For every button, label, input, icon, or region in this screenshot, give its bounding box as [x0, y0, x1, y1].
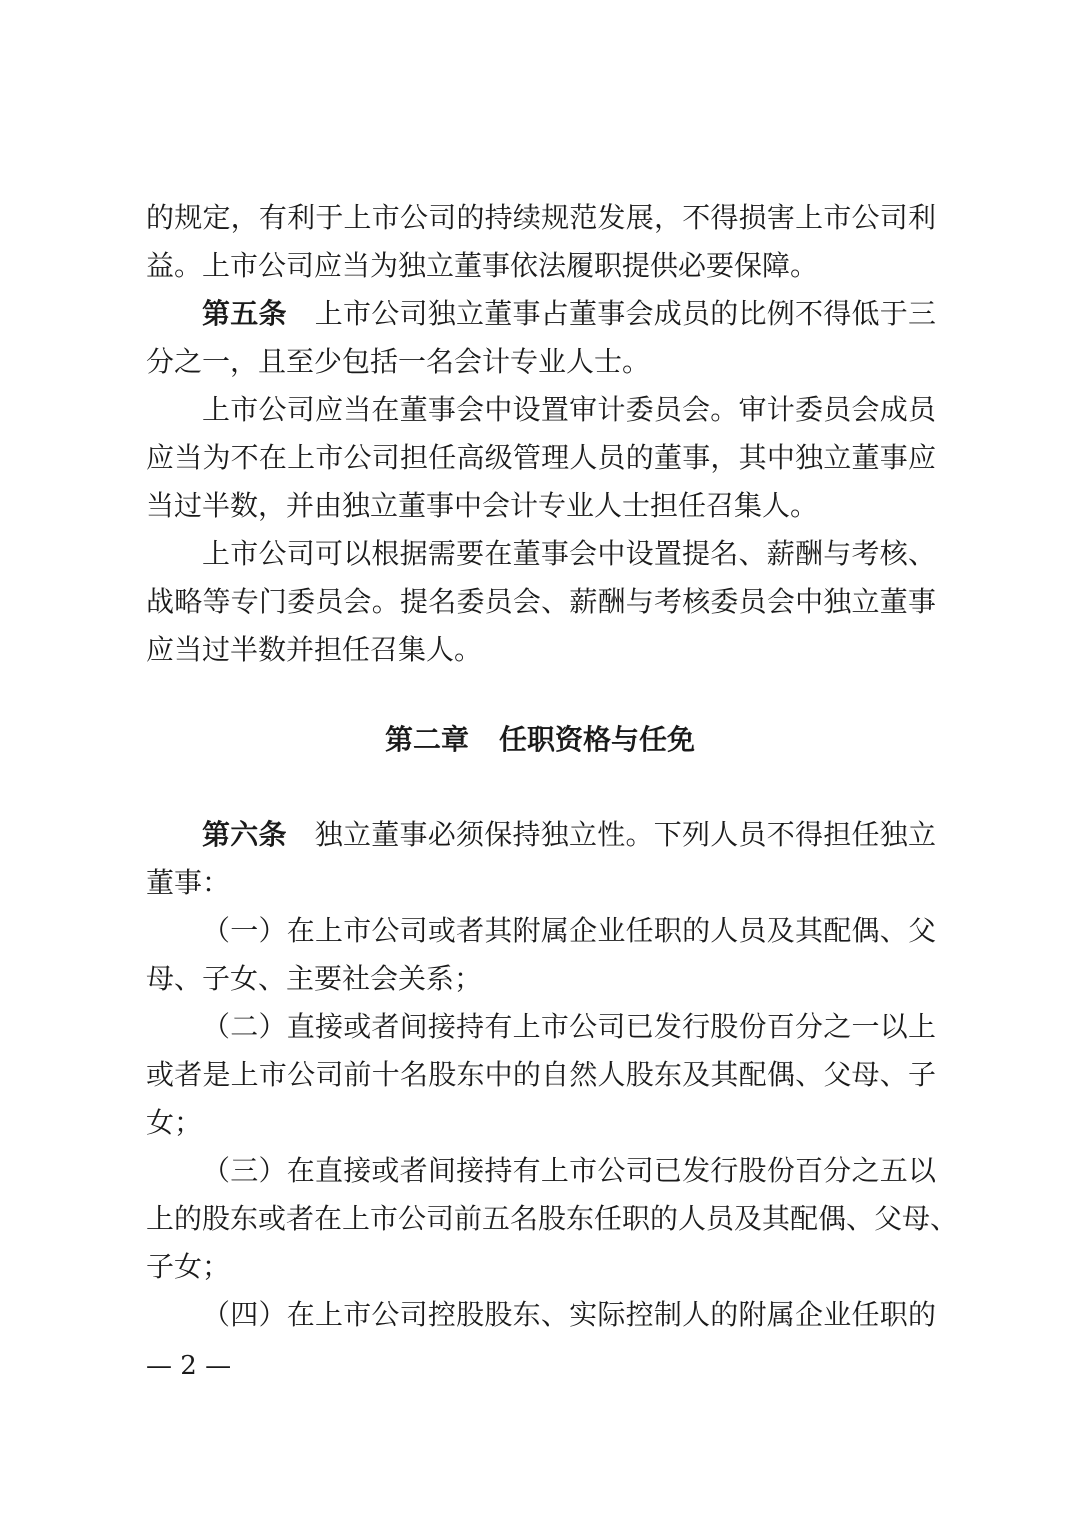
paragraph-line: 益。上市公司应当为独立董事依法履职提供必要保障。 [146, 249, 819, 282]
list-item-line: （一）在上市公司或者其附属企业任职的人员及其配偶、父 [202, 914, 936, 947]
list-item-line: 女； [146, 1106, 203, 1139]
paragraph-line: 董事： [146, 866, 231, 899]
list-item-line: （四）在上市公司控股股东、实际控制人的附属企业任职的 [202, 1298, 936, 1331]
article-5-label: 第五条 [202, 297, 287, 330]
list-item-line: 或者是上市公司前十名股东中的自然人股东及其配偶、父母、子 [146, 1058, 936, 1091]
list-item-line: 子女； [146, 1250, 231, 1283]
paragraph-line: 当过半数，并由独立董事中会计专业人士担任召集人。 [146, 489, 819, 522]
list-item-line: 上的股东或者在上市公司前五名股东任职的人员及其配偶、父母、 [146, 1202, 959, 1235]
list-item-line: （三）在直接或者间接持有上市公司已发行股份百分之五以 [202, 1154, 936, 1187]
list-item-line: 母、子女、主要社会关系； [146, 962, 483, 995]
article-6-text: 独立董事必须保持独立性。下列人员不得担任独立 [314, 818, 936, 851]
page-number: — 2 — [146, 1351, 232, 1381]
paragraph-line: 上市公司应当在董事会中设置审计委员会。审计委员会成员 [202, 393, 936, 426]
paragraph-line: 应当过半数并担任召集人。 [146, 633, 483, 666]
paragraph-line: 应当为不在上市公司担任高级管理人员的董事，其中独立董事应 [146, 441, 936, 474]
article-6-line [202, 815, 936, 855]
chapter-number: 第二章 [384, 723, 469, 756]
chapter-title: 任职资格与任免 [499, 723, 696, 756]
article-6-label: 第六条 [202, 818, 287, 851]
paragraph-line: 战略等专门委员会。提名委员会、薪酬与考核委员会中独立董事 [146, 585, 936, 618]
paragraph-line: 上市公司可以根据需要在董事会中设置提名、薪酬与考核、 [202, 537, 936, 570]
list-item-line: （二）直接或者间接持有上市公司已发行股份百分之一以上 [202, 1010, 936, 1043]
paragraph-line: 的规定，有利于上市公司的持续规范发展，不得损害上市公司利 [146, 201, 936, 234]
article-5-line [202, 294, 936, 334]
chapter-heading [0, 720, 1080, 760]
paragraph-line: 分之一，且至少包括一名会计专业人士。 [146, 345, 651, 378]
article-5-text: 上市公司独立董事占董事会成员的比例不得低于三 [314, 297, 936, 330]
